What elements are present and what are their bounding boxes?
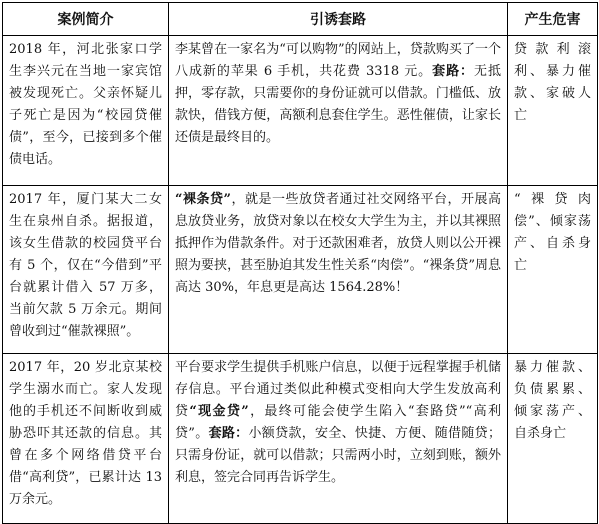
lure-keyword: “现金贷” [189,404,249,419]
case-cell: 2017 年，20 岁北京某校学生溺水而亡。家人发现他的手机还不间断收到威胁恐吓其还款的信息。其曾在多个网络借贷平台借“高利贷”，已累计达 13 万余元。 [3,354,169,524]
case-cell: 2017 年，厦门某大二女生在泉州自杀。据报道，该女生借款的校园贷平台有 5 个，仅在“今借到”平台就累计借入 57 万多，当前欠款 5 万余元。期间曾收到过“催款裸照”。 [3,186,169,354]
table-row [3,354,598,524]
lure-text: ，最终可能会使学生陷入“套路贷”“高利贷”。 [175,404,501,441]
harm-cell: 贷款利滚利、暴力催款、家破人亡 [508,36,598,186]
header-row [3,3,598,36]
lure-cell [169,186,508,354]
lure-keyword: 套路： [432,64,475,79]
harm-cell: “裸贷肉偿”、倾家荡产、自杀身亡 [508,186,598,354]
table-row [3,36,598,186]
lure-text: 小额贷款，安全、快捷、方便、随借随贷；只需身份证，就可以借款；只需两小时，立刻到账，额外利息，签完合同再告诉学生。 [175,426,501,485]
lure-text: 李某曾在一家名为“可以购物”的网站上，贷款购买了一个八成新的苹果 6 手机，共花费 3318 元。 [175,42,501,79]
lure-cell [169,354,508,524]
case-table [2,2,598,524]
lure-cell [169,36,508,186]
table-row [3,186,598,354]
lure-text: ，就是一些放贷者通过社交网络平台，开展高息放贷业务，放贷对象以在校女大学生为主，并以其裸照抵押作为借款条件。对于还款困难者，放贷人则以公开裸照为要挟，甚至胁迫其发生性关系“肉偿”。“裸条贷”周息高达 30%，年息更是高达 1564.28%！ [175,192,501,295]
header-harm: 产生危害 [508,3,598,36]
harm-cell: 暴力催款、负债累累、倾家荡产、自杀身亡 [508,354,598,524]
lure-text: 无抵押，零存款，只需要你的身份证就可以借款。门槛低、放款快，借钱方便，高额利息套住学生。恶性催债，让家长还债是最终目的。 [175,64,501,145]
case-cell: 2018 年，河北张家口学生李兴元在当地一家宾馆被发现死亡。父亲怀疑儿子死亡是因为“校园贷催债”，至今，已接到多个催债电话。 [3,36,169,186]
header-lure: 引诱套路 [169,3,508,36]
lure-text: 平台要求学生提供手机账户信息，以便于远程掌握手机储存信息。平台通过类似此种模式变相向大学生发放高利贷 [175,360,501,419]
lure-keyword: 套路： [208,426,249,441]
header-case: 案例简介 [3,3,169,36]
lure-keyword: “裸条贷” [175,192,231,207]
